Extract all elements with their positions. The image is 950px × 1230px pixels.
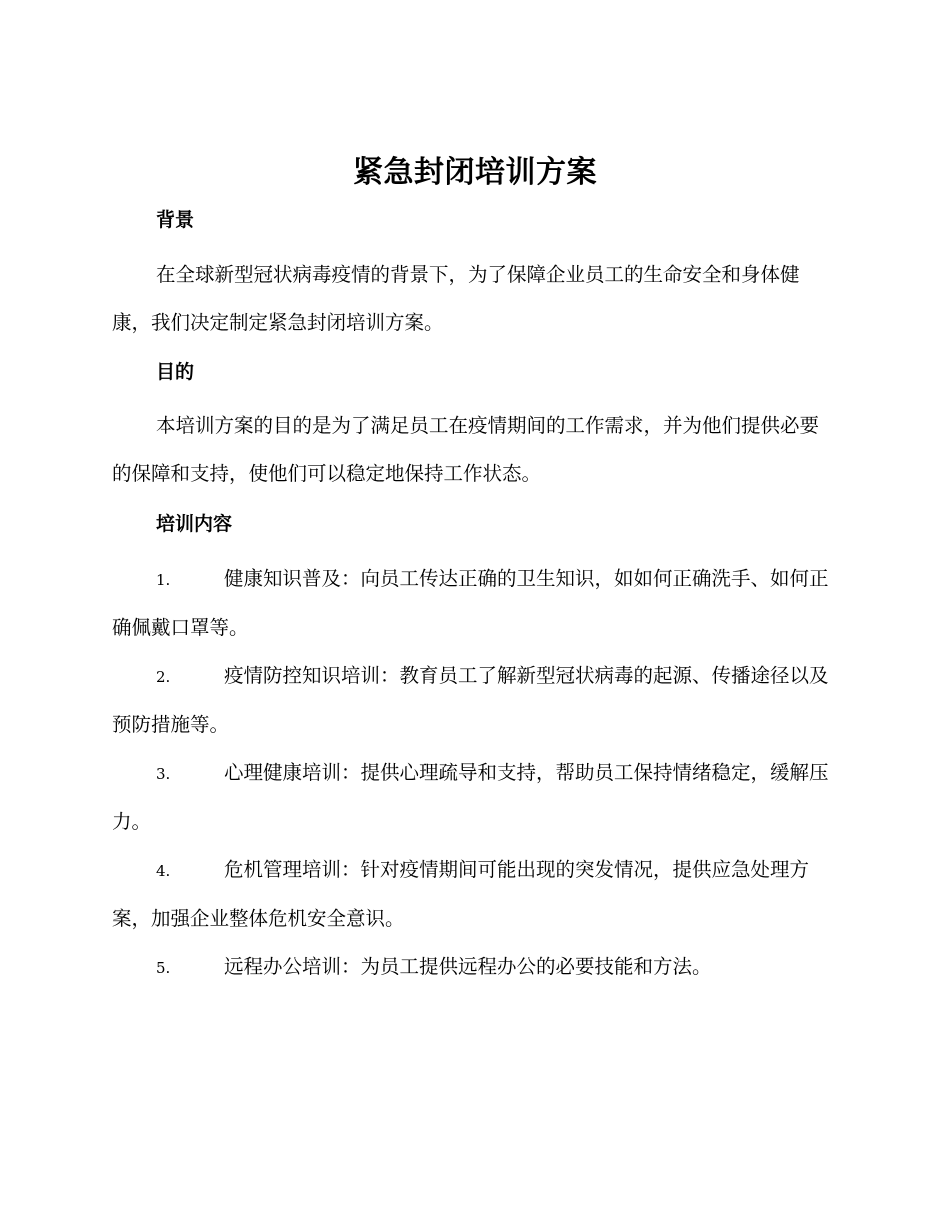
section-paragraph-purpose [112, 402, 832, 498]
section-heading-background: 背景 [156, 209, 195, 231]
list-item-number: 1. [156, 571, 171, 589]
list-item [112, 749, 832, 846]
section-text-background: 在全球新型冠状病毒疫情的背景下，为了保障企业员工的生命安全和身体健康，我们决定制定紧急封闭培训方案。 [112, 263, 800, 334]
list-item-number: 2. [156, 668, 171, 686]
list-item-text: 危机管理培训：针对疫情期间可能出现的突发情况，提供应急处理方案，加强企业整体危机安全意识。 [112, 858, 810, 930]
section-heading-purpose: 目的 [156, 361, 195, 383]
list-item-text: 疫情防控知识培训：教育员工了解新型冠状病毒的起源、传播途径以及预防措施等。 [112, 664, 829, 736]
list-item [112, 652, 832, 749]
list-item [112, 555, 832, 652]
section-paragraph-background [112, 251, 832, 347]
list-item-number: 3. [156, 765, 171, 783]
list-item-text: 心理健康培训：提供心理疏导和支持，帮助员工保持情绪稳定，缓解压力。 [112, 761, 829, 833]
list-item [112, 943, 832, 992]
list-item-number: 4. [156, 862, 171, 880]
list-item-number: 5. [156, 959, 171, 977]
list-item [112, 846, 832, 943]
list-item-text: 远程办公培训：为员工提供远程办公的必要技能和方法。 [224, 955, 712, 978]
section-heading-content: 培训内容 [156, 513, 233, 535]
document-title: 紧急封闭培训方案 [353, 155, 597, 190]
section-text-purpose: 本培训方案的目的是为了满足员工在疫情期间的工作需求，并为他们提供必要的保障和支持，使他们可以稳定地保持工作状态。 [112, 414, 820, 485]
list-item-text: 健康知识普及：向员工传达正确的卫生知识，如如何正确洗手、如何正确佩戴口罩等。 [112, 567, 829, 639]
